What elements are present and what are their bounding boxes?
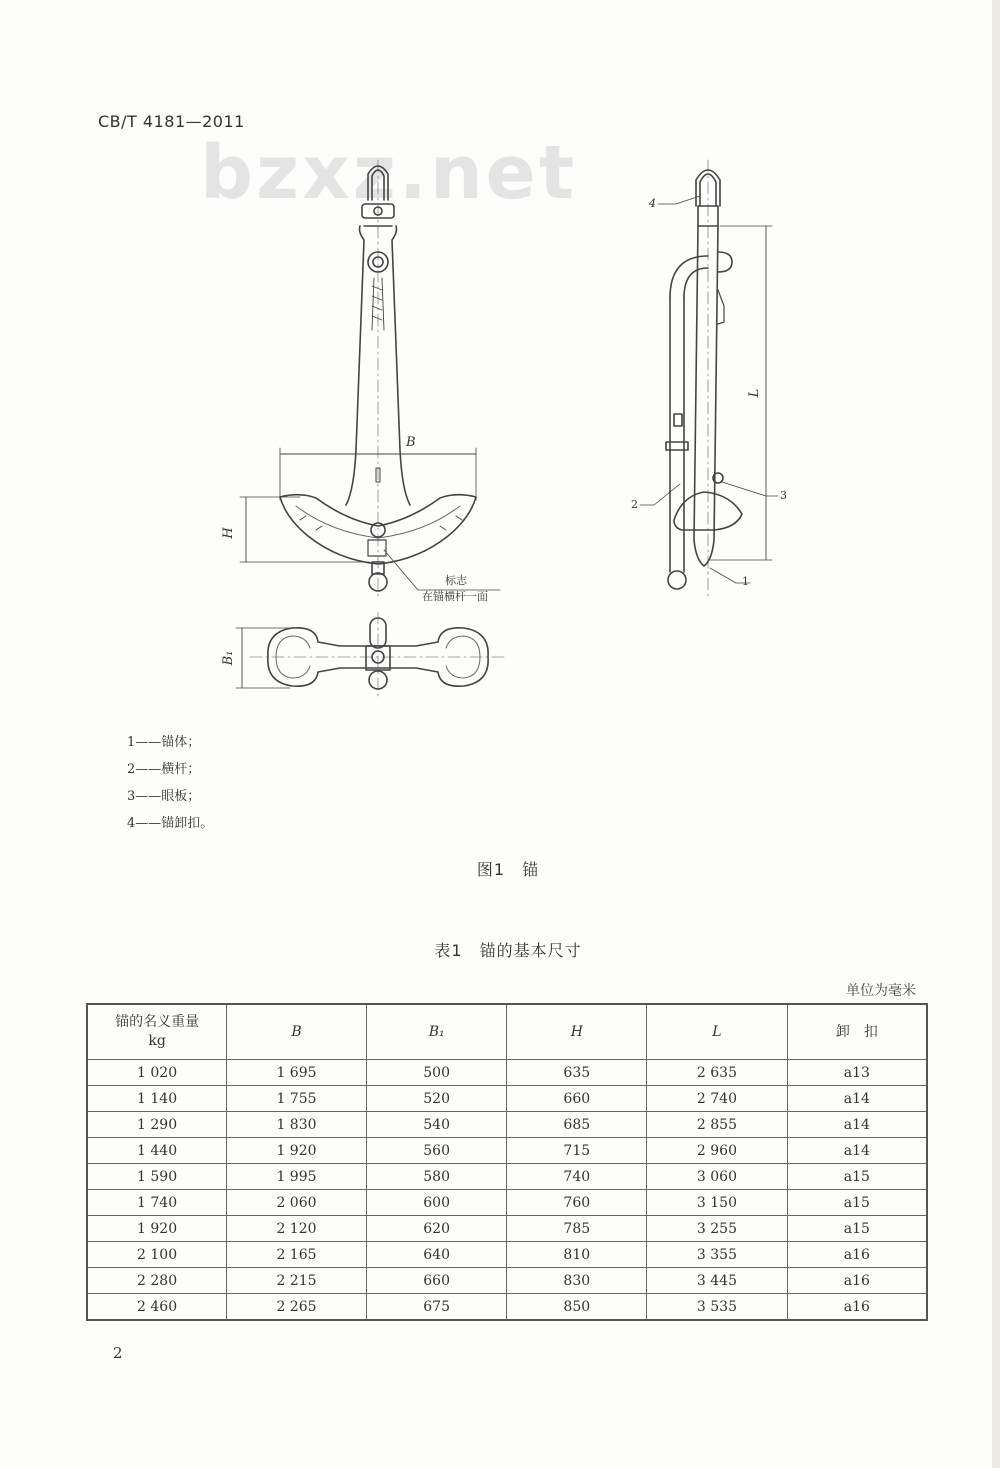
table-cell: 660: [507, 1086, 647, 1112]
dim-label-b: B: [406, 435, 416, 450]
table-cell: 540: [366, 1112, 507, 1138]
legend-item: 2——横杆；: [127, 762, 201, 777]
table-cell: 3 060: [647, 1164, 788, 1190]
table-cell: 2 060: [227, 1190, 367, 1216]
table-cell: 1 920: [227, 1138, 367, 1164]
table-cell: a16: [787, 1268, 927, 1294]
table-cell: 3 445: [647, 1268, 788, 1294]
table-cell: 1 695: [227, 1060, 367, 1086]
anchor-top-view: [236, 612, 508, 700]
table-cell: 2 460: [87, 1294, 227, 1321]
header-h: [507, 1004, 647, 1060]
header-shackle-label: 卸 扣: [835, 1023, 878, 1040]
table-cell: a16: [787, 1294, 927, 1321]
page-number: 2: [113, 1344, 123, 1362]
part-number-2: 2: [631, 498, 638, 511]
table-cell: 1 020: [87, 1060, 227, 1086]
table-cell: 740: [507, 1164, 647, 1190]
table-header-row: [87, 1004, 927, 1060]
figure-legend: [127, 732, 213, 840]
table-cell: 640: [366, 1242, 507, 1268]
dim-label-b1: B₁: [221, 650, 236, 666]
mark-note-line-1: 标志: [445, 574, 467, 587]
header-nominal-weight: [87, 1004, 227, 1060]
table-cell: 685: [507, 1112, 647, 1138]
table-cell: 810: [507, 1242, 647, 1268]
table-cell: 635: [507, 1060, 647, 1086]
legend-item: 3——眼板；: [127, 789, 201, 804]
table-row: [87, 1112, 927, 1138]
table-cell: 1 140: [87, 1086, 227, 1112]
dimensions-table: [86, 1003, 928, 1321]
figure-caption: 图1 锚: [476, 860, 540, 879]
legend-item: 4——锚卸扣。: [127, 816, 214, 831]
table-cell: 2 635: [647, 1060, 788, 1086]
standard-code: CB/T 4181—2011: [98, 112, 245, 131]
table-cell: 830: [507, 1268, 647, 1294]
table-cell: 785: [507, 1216, 647, 1242]
table-row: [87, 1164, 927, 1190]
table-cell: a14: [787, 1086, 927, 1112]
table-cell: a14: [787, 1138, 927, 1164]
table-row: [87, 1138, 927, 1164]
table-cell: 1 590: [87, 1164, 227, 1190]
unit-note: 单位为毫米: [846, 983, 916, 999]
table-cell: 1 920: [87, 1216, 227, 1242]
watermark-text: bzxz.net: [200, 130, 578, 216]
table-cell: 3 150: [647, 1190, 788, 1216]
table-cell: 715: [507, 1138, 647, 1164]
table-row: [87, 1086, 927, 1112]
table-cell: 2 215: [227, 1268, 367, 1294]
table-body: [87, 1060, 927, 1321]
table-cell: 1 740: [87, 1190, 227, 1216]
table-cell: 600: [366, 1190, 507, 1216]
table-cell: 620: [366, 1216, 507, 1242]
table-title: 表1 锚的基本尺寸: [434, 941, 582, 960]
table-cell: 560: [366, 1138, 507, 1164]
header-b1-label: B₁: [428, 1023, 445, 1040]
table-cell: 2 265: [227, 1294, 367, 1321]
header-nominal-weight-unit: kg: [148, 1033, 166, 1049]
table-cell: 675: [366, 1294, 507, 1321]
header-shackle: [787, 1004, 927, 1060]
table-row: [87, 1190, 927, 1216]
part-number-3: 3: [780, 489, 787, 502]
header-b-label: B: [291, 1023, 302, 1040]
table-cell: 660: [366, 1268, 507, 1294]
table-cell: 1 440: [87, 1138, 227, 1164]
table-cell: 2 280: [87, 1268, 227, 1294]
table-cell: 3 355: [647, 1242, 788, 1268]
table-cell: 580: [366, 1164, 507, 1190]
table-cell: 1 290: [87, 1112, 227, 1138]
table-cell: 3 535: [647, 1294, 788, 1321]
table-row: [87, 1294, 927, 1321]
header-b: [227, 1004, 367, 1060]
table-cell: 2 165: [227, 1242, 367, 1268]
table-cell: 1 995: [227, 1164, 367, 1190]
part-number-1: 1: [742, 575, 749, 588]
header-l: [647, 1004, 788, 1060]
table-cell: a13: [787, 1060, 927, 1086]
dim-label-h: H: [221, 527, 236, 539]
dim-label-l: L: [747, 388, 762, 398]
table-cell: a15: [787, 1216, 927, 1242]
table-cell: a16: [787, 1242, 927, 1268]
table-cell: 1 830: [227, 1112, 367, 1138]
mark-note-line-2: 在锚横杆一面: [422, 590, 488, 603]
table-cell: 850: [507, 1294, 647, 1321]
table-cell: a15: [787, 1164, 927, 1190]
table-cell: 2 855: [647, 1112, 788, 1138]
table-row: [87, 1242, 927, 1268]
table-cell: 2 120: [227, 1216, 367, 1242]
table-cell: 520: [366, 1086, 507, 1112]
table-cell: 2 960: [647, 1138, 788, 1164]
table-cell: 3 255: [647, 1216, 788, 1242]
part-number-4: 4: [649, 197, 656, 210]
legend-item: 1——锚体；: [127, 735, 201, 750]
table-row: [87, 1216, 927, 1242]
anchor-drawing: [0, 0, 1000, 720]
table-cell: 500: [366, 1060, 507, 1086]
anchor-front-view: [240, 160, 500, 600]
table-cell: 1 755: [227, 1086, 367, 1112]
header-b1: [366, 1004, 507, 1060]
table-cell: 2 740: [647, 1086, 788, 1112]
table-cell: a15: [787, 1190, 927, 1216]
table-cell: a14: [787, 1112, 927, 1138]
header-nominal-weight-label: 锚的名义重量: [115, 1014, 200, 1030]
header-h-label: H: [570, 1023, 583, 1040]
table-cell: 2 100: [87, 1242, 227, 1268]
table-row: [87, 1268, 927, 1294]
table-row: [87, 1060, 927, 1086]
header-l-label: L: [712, 1023, 722, 1040]
table-cell: 760: [507, 1190, 647, 1216]
anchor-side-view: [640, 160, 778, 600]
